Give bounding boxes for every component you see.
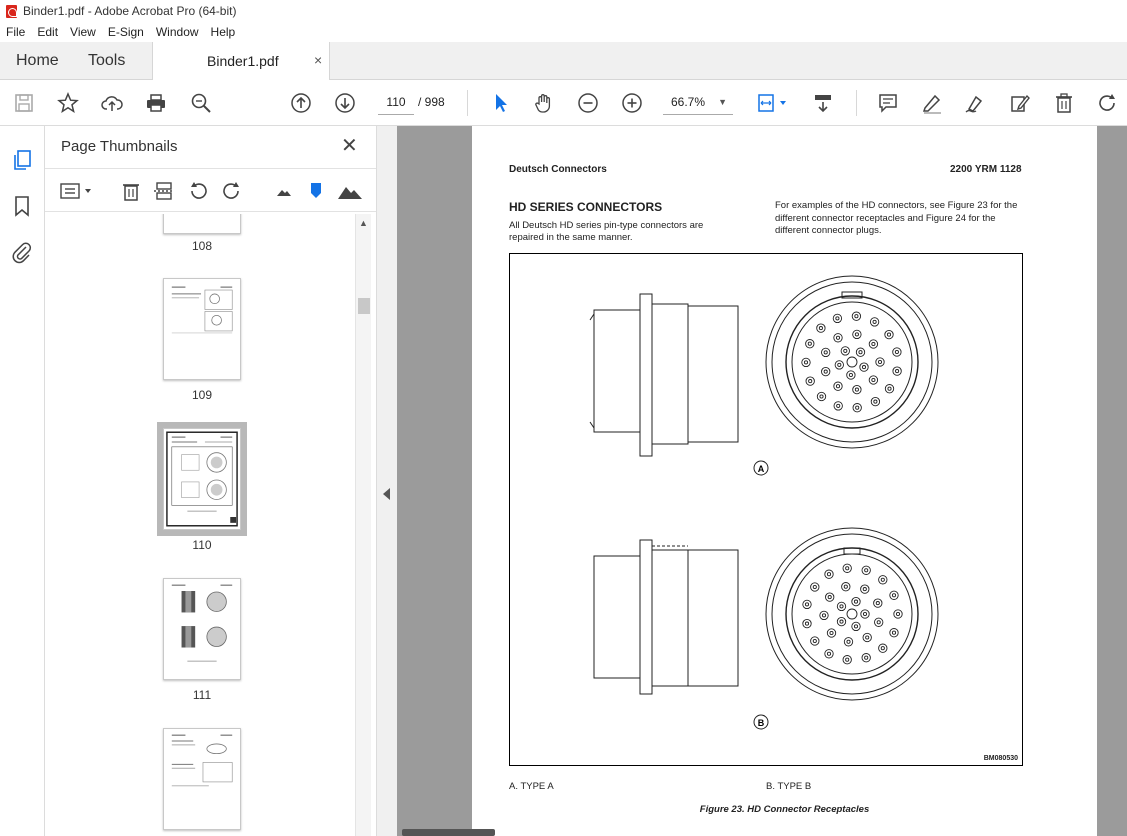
- connector-pin: [869, 376, 877, 384]
- connector-pin: [806, 377, 814, 385]
- type-b-pins: [803, 564, 902, 664]
- figure-box: [509, 253, 1023, 766]
- connector-pin: [890, 629, 898, 637]
- connector-pin: [842, 583, 850, 591]
- page-thumbnail[interactable]: [163, 214, 241, 234]
- horizontal-scrollbar-thumb[interactable]: [402, 829, 495, 836]
- thumbnail-label: 111: [192, 688, 212, 702]
- connector-pin: [811, 583, 819, 591]
- type-a-pins: [802, 312, 902, 412]
- connector-pin: [874, 599, 882, 607]
- connector-pin: [825, 570, 833, 578]
- connector-pin: [871, 397, 879, 405]
- connector-pin: [820, 611, 828, 619]
- delete-icon[interactable]: [1052, 91, 1076, 115]
- prev-page-icon[interactable]: [289, 91, 313, 115]
- scrollbar-thumb[interactable]: [358, 298, 370, 314]
- connector-pin: [852, 622, 860, 630]
- connector-pin: [841, 347, 849, 355]
- caption-type-b: B. TYPE B: [766, 781, 812, 792]
- menu-bar: [0, 22, 1127, 42]
- document-view[interactable]: [397, 126, 1127, 836]
- menu-window[interactable]: Window: [155, 25, 199, 39]
- connector-drawing: [510, 254, 1024, 767]
- connector-pin: [876, 358, 884, 366]
- page-total: / 998: [418, 95, 445, 109]
- connector-pin: [869, 340, 877, 348]
- figure-code: BM080530: [983, 755, 1018, 762]
- page-thumbnail[interactable]: [163, 578, 241, 680]
- thumbnail-scrollbar[interactable]: [355, 214, 371, 836]
- connector-pin: [885, 385, 893, 393]
- comment-icon[interactable]: [876, 91, 900, 115]
- print-icon[interactable]: [144, 91, 168, 115]
- connector-pin: [843, 656, 851, 664]
- connector-pin: [827, 629, 835, 637]
- connector-pin: [863, 633, 871, 641]
- delete-page-icon[interactable]: [120, 181, 142, 201]
- page-thumbnail[interactable]: [163, 728, 241, 830]
- chevron-down-icon: ▼: [718, 97, 727, 107]
- connector-pin: [875, 618, 883, 626]
- connector-pin: [856, 348, 864, 356]
- connector-pin: [806, 340, 814, 348]
- connector-pin: [822, 348, 830, 356]
- section-right-text: For examples of the HD connectors, see Figure 23 for the different connector receptacles and Figure 24 for the different connector plugs.: [775, 200, 1018, 236]
- toolbar-separator: [467, 90, 468, 116]
- connector-pin: [853, 404, 861, 412]
- connector-pin-center: [847, 357, 857, 367]
- menu-edit[interactable]: Edit: [37, 25, 59, 39]
- fit-page-icon[interactable]: [756, 91, 790, 115]
- label-a: A: [757, 464, 765, 474]
- scroll-mode-icon[interactable]: [811, 91, 835, 115]
- menu-file[interactable]: File: [6, 25, 26, 39]
- upload-cloud-icon[interactable]: [100, 91, 124, 115]
- connector-pin: [894, 610, 902, 618]
- connector-pin: [879, 644, 887, 652]
- fill-sign-icon[interactable]: [963, 91, 987, 115]
- connector-pin: [890, 591, 898, 599]
- panel-collapse-divider[interactable]: [376, 126, 397, 836]
- bookmark-star-icon[interactable]: [56, 91, 80, 115]
- section-body: All Deutsch HD series pin-type connectors are repaired in the same manner.: [509, 220, 704, 243]
- panel-toolbar: [45, 168, 376, 212]
- connector-pin: [852, 312, 860, 320]
- panel-close-button[interactable]: ✕: [341, 135, 358, 157]
- connector-pin: [885, 330, 893, 338]
- connector-pin: [834, 382, 842, 390]
- connector-pin-center: [847, 609, 857, 619]
- connector-pin: [837, 602, 845, 610]
- connector-pin: [817, 392, 825, 400]
- title-bar: [0, 0, 1127, 22]
- tab-home[interactable]: Home: [16, 52, 59, 69]
- caption-type-a: A. TYPE A: [509, 781, 554, 792]
- connector-pin: [870, 318, 878, 326]
- tab-tools[interactable]: Tools: [88, 52, 126, 69]
- zoom-level-value: 66.7%: [671, 95, 706, 109]
- connector-pin: [834, 334, 842, 342]
- type-a-side-view: [590, 294, 738, 456]
- type-b-side-view: [594, 540, 738, 694]
- connector-pin: [853, 330, 861, 338]
- next-page-icon[interactable]: [333, 91, 357, 115]
- panel-title: Page Thumbnails: [61, 138, 178, 155]
- main-toolbar: [0, 80, 1127, 126]
- page-thumbnail-selected[interactable]: [163, 428, 241, 530]
- bookmarks-icon[interactable]: [10, 194, 34, 218]
- connector-pin: [803, 600, 811, 608]
- attachments-icon[interactable]: [10, 240, 34, 264]
- collapse-arrow-icon[interactable]: [383, 488, 390, 500]
- thumbnail-label: 108: [191, 239, 213, 253]
- thumbnail-label: 110: [192, 538, 212, 552]
- figure-caption: Figure 23. HD Connector Receptacles: [699, 804, 870, 815]
- connector-pin: [893, 367, 901, 375]
- scroll-up-icon[interactable]: ▲: [359, 218, 368, 228]
- tab-document-label: Binder1.pdf: [207, 53, 279, 69]
- connector-pin: [852, 597, 860, 605]
- menu-help[interactable]: Help: [210, 25, 236, 39]
- save-icon[interactable]: [12, 91, 36, 115]
- menu-esign[interactable]: E-Sign: [107, 25, 144, 39]
- hand-tool-icon[interactable]: [532, 91, 556, 115]
- connector-pin: [811, 637, 819, 645]
- tab-document[interactable]: [152, 42, 330, 81]
- tab-close-button[interactable]: ×: [314, 52, 323, 68]
- page-thumbnails-icon[interactable]: [10, 148, 34, 172]
- connector-pin: [862, 654, 870, 662]
- connector-pin: [853, 385, 861, 393]
- page-thumbnails-panel: [45, 126, 376, 836]
- connector-pin: [879, 576, 887, 584]
- zoom-out-icon[interactable]: [576, 91, 600, 115]
- thumbnail-list: [45, 214, 355, 836]
- connector-pin: [802, 358, 810, 366]
- page-number-input[interactable]: 110: [378, 91, 414, 115]
- connector-pin: [803, 619, 811, 627]
- section-title: HD SERIES CONNECTORS: [509, 200, 663, 214]
- label-b: B: [757, 718, 765, 728]
- connector-pin: [817, 324, 825, 332]
- connector-pin: [893, 348, 901, 356]
- connector-pin: [860, 363, 868, 371]
- connector-pin: [843, 564, 851, 572]
- thumbnail-size-slider-icon[interactable]: [305, 181, 327, 201]
- page-thumbnail[interactable]: [163, 278, 241, 380]
- thumbnail-size-large-icon[interactable]: [337, 181, 363, 201]
- acrobat-icon: [6, 5, 17, 18]
- rotate-icon[interactable]: [1096, 91, 1120, 115]
- toolbar-separator: [856, 90, 857, 116]
- thumbnail-options-icon[interactable]: [60, 181, 94, 201]
- connector-pin: [837, 617, 845, 625]
- connector-pin: [826, 593, 834, 601]
- thumbnail-label: 109: [191, 388, 213, 402]
- connector-pin: [862, 566, 870, 574]
- menu-view[interactable]: View: [70, 25, 96, 39]
- connector-pin: [861, 610, 869, 618]
- search-zoom-icon[interactable]: [189, 91, 213, 115]
- connector-pin: [835, 361, 843, 369]
- thumbnail-size-small-icon[interactable]: [273, 181, 295, 201]
- tab-bar: [0, 42, 1127, 80]
- extract-pages-icon[interactable]: [153, 181, 175, 201]
- select-cursor-icon[interactable]: [489, 91, 513, 115]
- connector-pin: [847, 371, 855, 379]
- connector-pin: [834, 402, 842, 410]
- rotate-left-icon[interactable]: [187, 181, 209, 201]
- edit-pdf-icon[interactable]: [1008, 91, 1032, 115]
- highlight-pen-icon[interactable]: [920, 91, 944, 115]
- page-header-left: Deutsch Connectors: [509, 164, 607, 175]
- pdf-page: [472, 126, 1097, 836]
- page-header-right: 2200 YRM 1128: [950, 164, 1022, 175]
- window-title: Binder1.pdf - Adobe Acrobat Pro (64-bit): [23, 4, 237, 18]
- connector-pin: [861, 585, 869, 593]
- zoom-level-select[interactable]: [663, 91, 733, 115]
- connector-pin: [825, 650, 833, 658]
- rotate-right-icon[interactable]: [221, 181, 243, 201]
- zoom-in-icon[interactable]: [620, 91, 644, 115]
- connector-pin: [844, 638, 852, 646]
- connector-pin: [833, 314, 841, 322]
- connector-pin: [822, 367, 830, 375]
- left-rail: [0, 126, 45, 836]
